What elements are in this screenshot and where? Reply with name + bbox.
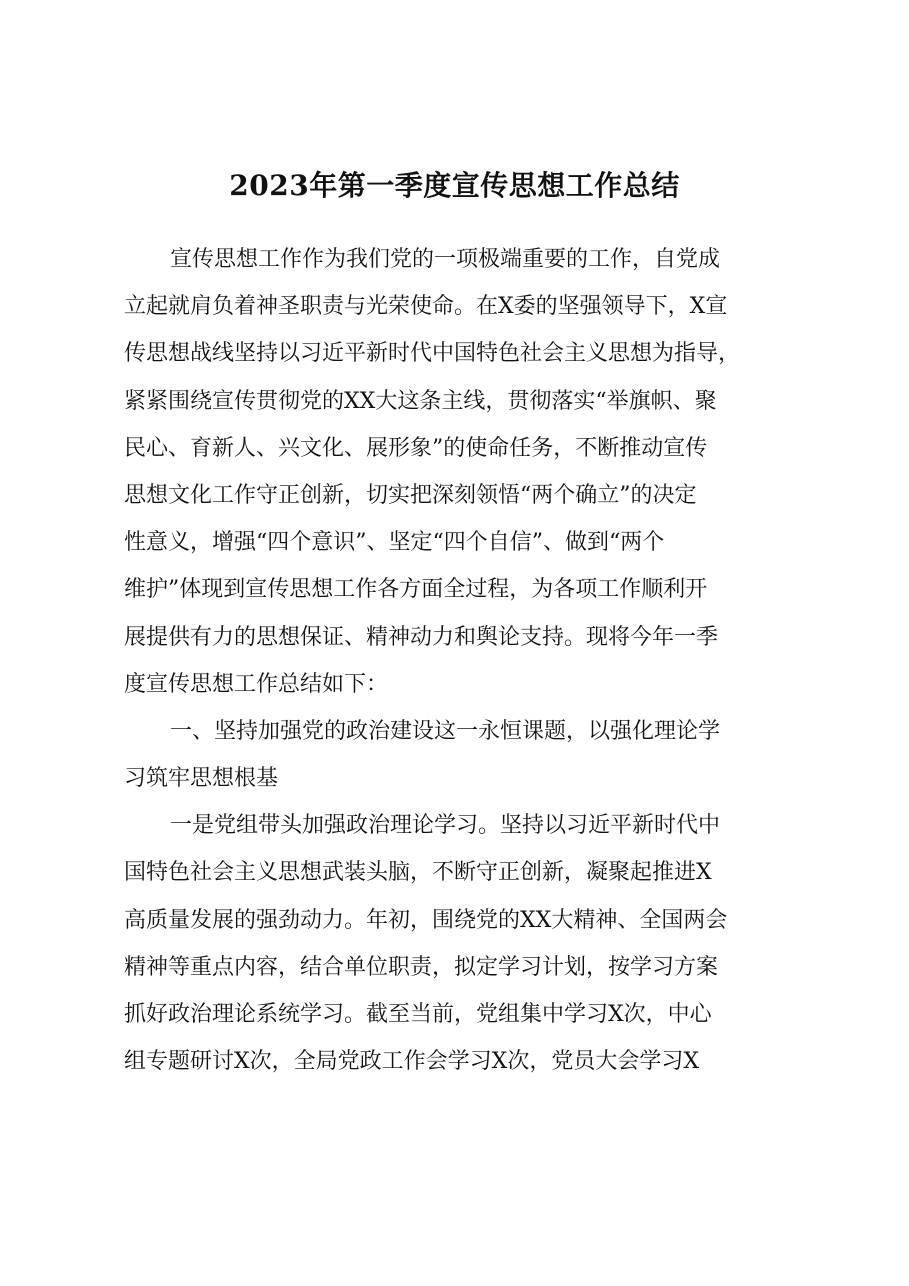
- text-line: 传思想战线坚持以习近平新时代中国特色社会主义思想为指导，: [124, 341, 741, 367]
- text-line: 民心、育新人、兴文化、展形象”的使命任务，不断推动宣传: [124, 435, 708, 461]
- text-line: 习筑牢思想根基: [124, 766, 279, 792]
- text-line: 精神等重点内容，结合单位职责，拟定学习计划，按学习方案: [124, 954, 719, 980]
- text-line: 度宣传思想工作总结如下：: [124, 671, 389, 697]
- text-line: 展提供有力的思想保证、精神动力和舆论支持。现将今年一季: [124, 624, 719, 650]
- text-line: 高质量发展的强劲动力。年初，围绕党的XX大精神、全国两会: [124, 907, 728, 933]
- text-line: 宣传思想工作作为我们党的一项极端重要的工作，自党成: [170, 247, 721, 272]
- document-body: [124, 236, 794, 1085]
- text-line: 思想文化工作守正创新，切实把深刻领悟“两个确立”的决定: [124, 482, 697, 508]
- text-line: 抓好政治理论系统学习。截至当前，党组集中学习X次，中心: [124, 1002, 712, 1027]
- text-line: 一是党组带头加强政治理论学习。坚持以习近平新时代中: [170, 813, 721, 839]
- text-line: 组专题研讨X次，全局党政工作会学习X次，党员大会学习X: [124, 1049, 699, 1075]
- document-title: 2023年第一季度宣传思想工作总结: [229, 169, 680, 202]
- text-line: 维护”体现到宣传思想工作各方面全过程，为各项工作顺利开: [124, 577, 708, 603]
- section-heading-1: [124, 708, 794, 802]
- text-line: 立起就肩负着神圣职责与光荣使命。在X委的坚强领导下，X宣: [124, 294, 728, 320]
- text-line: 一、坚持加强党的政治建设这一永恒课题，以强化理论学: [170, 718, 721, 744]
- text-line: 紧紧围绕宣传贯彻党的XX大这条主线，贯彻落实“举旗帜、聚: [124, 388, 717, 414]
- paragraph-point-1: [124, 802, 794, 1085]
- paragraph-intro: [124, 236, 794, 708]
- text-line: 性意义，增强“四个意识”、坚定“四个自信”、做到“两个: [124, 530, 665, 556]
- text-line: 国特色社会主义思想武装头脑，不断守正创新，凝聚起推进X: [124, 860, 712, 886]
